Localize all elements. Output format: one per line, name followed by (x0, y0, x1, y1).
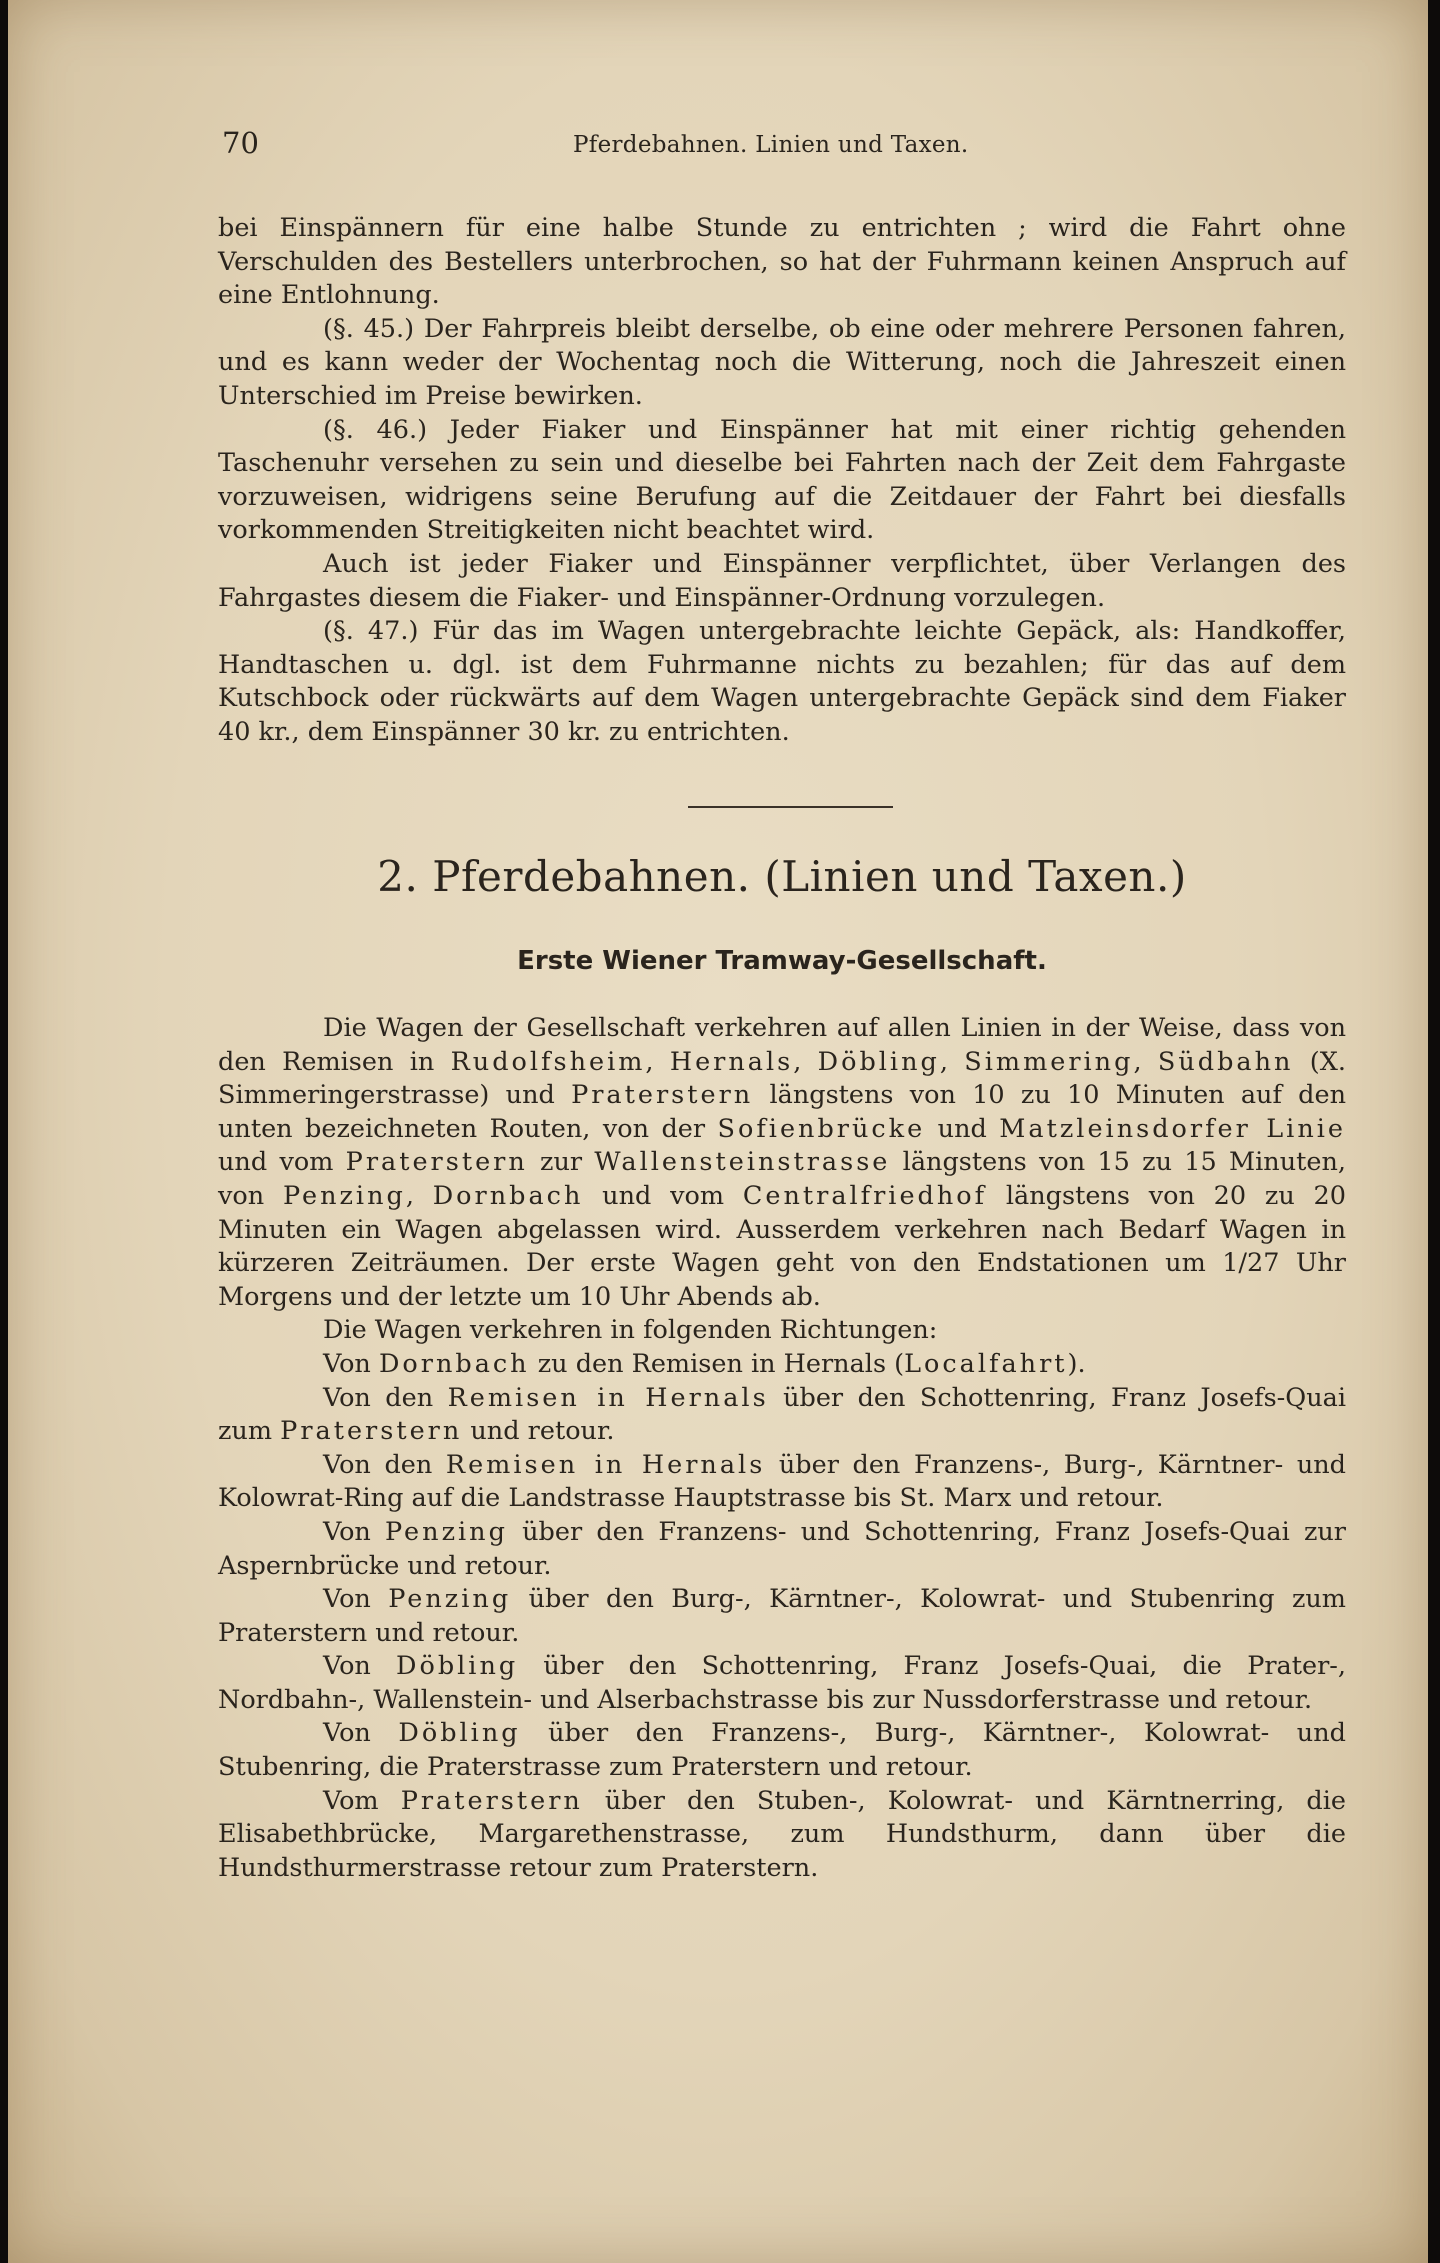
intro-text: längstens von 15 zu 15 Minuten, von (218, 1147, 1346, 1211)
place-name: Rudolfsheim (450, 1046, 646, 1077)
top-text-block (218, 212, 1346, 750)
intro-text: und vom (218, 1147, 346, 1178)
place-name: Südbahn (1157, 1046, 1294, 1077)
place-name: Praterstern (571, 1080, 754, 1111)
section-subtitle: Erste Wiener Tramway-Gesellschaft. (517, 946, 1047, 976)
route-origin: Praterstern (400, 1785, 583, 1816)
place-name: Centralfriedhof (742, 1180, 988, 1211)
place-name: Wallensteinstrasse (594, 1147, 891, 1178)
route-origin: Remisen in Hernals (445, 1449, 766, 1480)
section-divider (688, 806, 893, 808)
route-item (218, 1650, 1346, 1717)
place-name: Penzing (282, 1180, 406, 1211)
route-tail: und retour. (462, 1416, 615, 1447)
intro-text: und (925, 1113, 1000, 1144)
place-name: Dornbach (432, 1180, 584, 1211)
route-text: über den Schottenring, Franz Josefs-Quai, die Prater-, Nordbahn-, Wallenstein- und Alserbachstrasse bis zur Nussdorferstrasse und retour. (218, 1651, 1346, 1715)
intro-text: , (1133, 1046, 1158, 1077)
route-text: über den Franzens- und Schottenring, Franz Josefs-Quai zur Aspernbrücke und retour. (218, 1516, 1346, 1581)
route-destination: Localfahrt (904, 1348, 1068, 1379)
place-name: Sofienbrücke (717, 1113, 926, 1144)
intro-text: 7 Uhr Morgens und der letzte um 10 Uhr Abends ab. (218, 1248, 1346, 1312)
route-text: über den Franzens-, Burg-, Kärntner-, Kolowrat- und Stubenring, die Praterstrasse zum Praterstern und retour. (218, 1718, 1346, 1783)
bottom-text-block (218, 1012, 1346, 1885)
intro-text: längstens von 20 zu 20 Minuten ein Wagen abgelassen wird. Ausserdem verkehren nach Bedarf Wagen in kürzeren Zeiträumen. Der erste Wagen geht von den Endstationen um (218, 1180, 1346, 1279)
route-text: über den Burg-, Kärntner-, Kolowrat- und Stubenring zum Praterstern und retour. (218, 1584, 1346, 1648)
routes-heading: Die Wagen verkehren in folgenden Richtungen: (323, 1315, 938, 1346)
route-destination: Praterstern (280, 1416, 463, 1447)
route-tail: ). (1067, 1348, 1086, 1379)
intro-text: , (793, 1046, 818, 1077)
intro-text: und vom (583, 1180, 743, 1211)
route-lead: Von (323, 1651, 397, 1682)
route-item (218, 1348, 1346, 1382)
paragraph-fiaker-order: Auch ist jeder Fiaker und Einspänner verpflichtet, über Verlangen des Fahrgastes diesem die Fiaker- und Einspänner-Ordnung vorzulegen. (218, 548, 1346, 613)
route-item (218, 1785, 1346, 1886)
paragraph-section-46: (§. 46.) Jeder Fiaker und Einspänner hat mit einer richtig gehenden Taschenuhr versehen zu sein und dieselbe bei Fahrten nach der Zeit dem Fahrgaste vorzuweisen, widrigens seine Berufung auf die Zeitdauer der Fahrt bei diesfalls vorkommenden Streitigkeiten nicht beachtet wird. (218, 414, 1346, 546)
paragraph-continuation: bei Einspännern für eine halbe Stunde zu entrichten ; wird die Fahrt ohne Verschulden des Bestellers unterbrochen, so hat der Fuhrmann keinen Anspruch auf eine Entlohnung. (218, 213, 1346, 311)
fraction: 1/2 (1222, 1248, 1264, 1279)
page-header (218, 126, 1346, 170)
route-origin: Döbling (396, 1651, 519, 1682)
route-item (218, 1382, 1346, 1449)
paragraph-section-47: (§. 47.) Für das im Wagen untergebrachte leichte Gepäck, als: Handkoffer, Handtaschen u. dgl. ist dem Fuhrmanne nichts zu bezahlen; für das auf dem Kutschbock oder rückwärts auf dem Wagen untergebrachte Gepäck sind dem Fiaker 40 kr., dem Einspänner 30 kr. zu entrichten. (218, 616, 1346, 747)
route-origin: Penzing (385, 1516, 508, 1547)
route-origin: Döbling (398, 1718, 521, 1749)
route-lead: Von (323, 1516, 386, 1547)
place-name: Döbling (817, 1046, 940, 1077)
route-item (218, 1717, 1346, 1784)
route-text: über den Schottenring, Franz Josefs-Quai zum (218, 1382, 1346, 1447)
intro-text: längstens von 10 zu 10 Minuten auf den unten bezeichneten Routen, von der (218, 1080, 1346, 1144)
route-lead: Von (323, 1584, 389, 1615)
route-item (218, 1583, 1346, 1650)
running-title: Pferdebahnen. Linien und Taxen. (573, 132, 969, 158)
place-name: Hernals (669, 1046, 794, 1077)
route-text: über den Franzens-, Burg-, Kärntner- und Kolowrat-Ring auf die Landstrasse Hauptstrasse bis St. Marx und retour. (218, 1449, 1346, 1514)
intro-text: , (405, 1180, 433, 1211)
intro-text: , (645, 1046, 670, 1077)
intro-text: , (939, 1046, 965, 1077)
place-name: Simmering (964, 1046, 1134, 1077)
intro-text: Die Wagen der Gesellschaft verkehren auf allen Linien in der Weise, dass von den Remisen in (218, 1013, 1346, 1077)
place-name: Matzleinsdorfer Linie (999, 1113, 1346, 1144)
book-page (8, 0, 1428, 2263)
paragraph-intro (218, 1012, 1346, 1314)
route-origin: Remisen in Hernals (447, 1382, 769, 1413)
route-item (218, 1449, 1346, 1516)
route-text: über den Stuben-, Kolowrat- und Kärntnerring, die Elisabethbrücke, Margarethenstrasse, zum Hundsthurm, dann über die Hundsthurmerstrasse retour zum Praterstern. (218, 1785, 1346, 1883)
section-title: 2. Pferdebahnen. (Linien und Taxen.) (377, 852, 1187, 901)
route-text: zu den Remisen in Hernals ( (529, 1348, 905, 1379)
route-lead: Von (323, 1348, 379, 1379)
intro-text: zur (527, 1147, 595, 1178)
paragraph-section-45: (§. 45.) Der Fahrpreis bleibt derselbe, ob eine oder mehrere Personen fahren, und es kann weder der Wochentag noch die Witterung, noch die Jahreszeit einen Unterschied im Preise bewirken. (218, 313, 1346, 411)
intro-text: (X. Simmeringerstrasse) und (218, 1046, 1346, 1111)
route-lead: Von den (323, 1382, 448, 1413)
place-name: Praterstern (345, 1147, 528, 1178)
route-lead: Von (323, 1718, 399, 1749)
route-item (218, 1516, 1346, 1583)
route-origin: Penzing (388, 1584, 512, 1615)
route-lead: Von den (323, 1449, 446, 1480)
route-origin: Dornbach (378, 1348, 530, 1379)
route-lead: Vom (323, 1785, 401, 1816)
page-number: 70 (222, 126, 259, 160)
